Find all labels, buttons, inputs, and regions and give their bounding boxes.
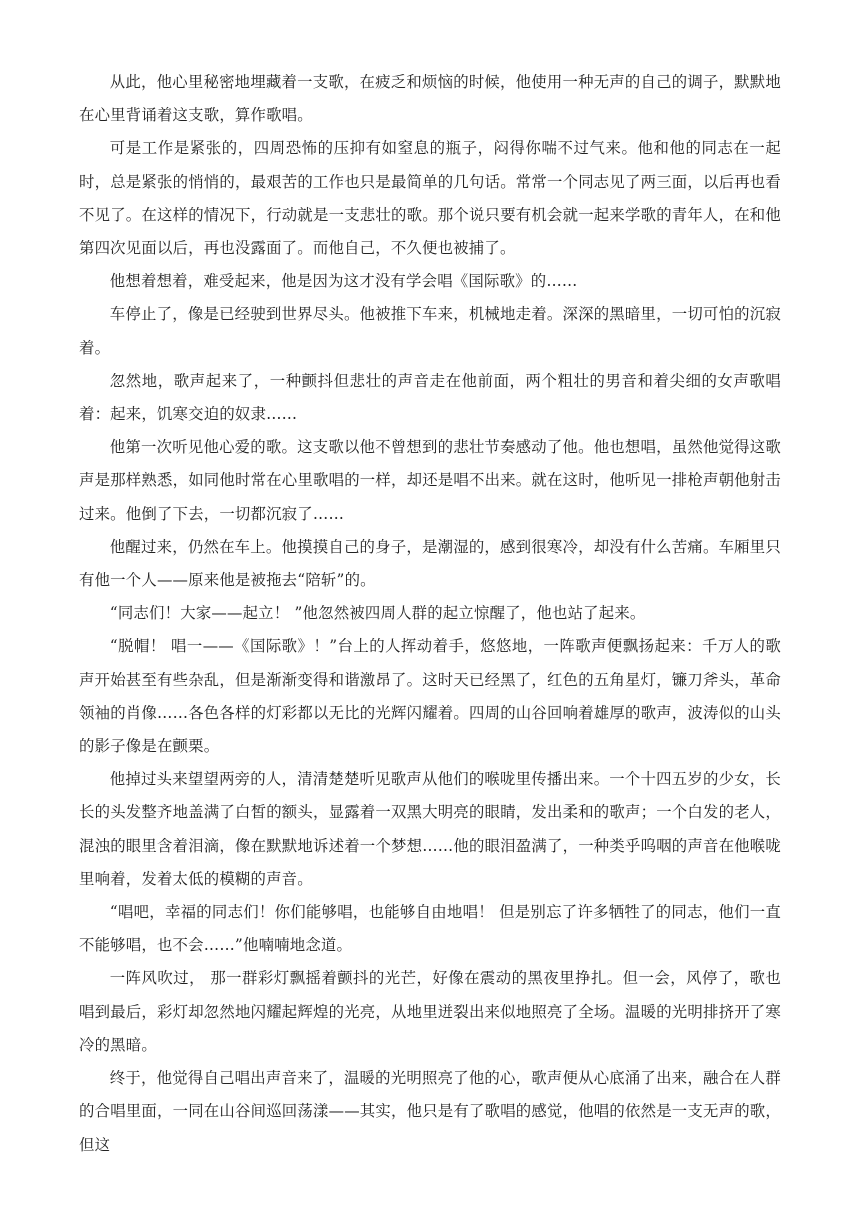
paragraph-tense-work: 可是工作是紧张的，四周恐怖的压抑有如窒息的瓶子，闷得你喘不过气来。他和他的同志在一起时，总是紧张的悄悄的，最艰苦的工作也只是最简单的几句话。常常一个同志见了两三面，以后再也看不见了。在这样的情况下，行动就是一支悲壮的歌。那个说只要有机会就一起来学歌的青年人，在和他第四次见面以后，再也没露面了。而他自己，不久便也被捕了。: [79, 139, 781, 258]
paragraph-remembering: 他想着想着，难受起来，他是因为这才没有学会唱《国际歌》的……: [109, 272, 578, 291]
document-body: [79, 66, 781, 1162]
paragraph-song-rises: 忽然地，歌声起来了，一种颤抖但悲壮的声音走在他前面，两个粗壮的男音和着尖细的女声歌唱着：起来，饥寒交迫的奴隶……: [79, 371, 781, 424]
paragraph-wind: 一阵风吹过， 那一群彩灯飘摇着颤抖的光芒，好像在震动的黑夜里挣扎。但一会，风停了，歌也唱到最后，彩灯却忽然地闪耀起辉煌的光亮，从地里迸裂出来似地照亮了全场。温暖的光明排挤开了寒冷的黑暗。: [79, 969, 781, 1054]
paragraph-waking: 他醒过来，仍然在车上。他摸摸自己的身子，是潮湿的，感到很寒冷，却没有什么苦痛。车厢里只有他一个人——原来他是被拖去“陪斩”的。: [79, 537, 781, 590]
paragraph-secret-song: 从此，他心里秘密地埋藏着一支歌，在疲乏和烦恼的时候，他使用一种无声的自己的调子，默默地在心里背诵着这支歌，算作歌唱。: [79, 73, 781, 125]
paragraph-car-stopped: 车停止了，像是已经驶到世界尽头。他被推下车来，机械地走着。深深的黑暗里，一切可怕的沉寂着。: [79, 305, 781, 357]
paragraph-stand-up: “同志们！大家——起立！ ”他忽然被四周人群的起立惊醒了，他也站了起来。: [109, 604, 646, 623]
paragraph-murmur: “唱吧，幸福的同志们！你们能够唱，也能够自由地唱！ 但是别忘了许多牺牲了的同志，他们一直不能够唱，也不会……”他喃喃地念道。: [79, 903, 781, 955]
paragraph-finally-sings: 终于，他觉得自己唱出声音来了，温暖的光明照亮了他的心，歌声便从心底涌了出来，融合在人群的合唱里面，一同在山谷间巡回荡漾——其实，他只是有了歌唱的感觉，他唱的依然是一支无声的歌，但这: [79, 1069, 781, 1154]
paragraph-first-hearing: 他第一次听见他心爱的歌。这支歌以他不曾想到的悲壮节奏感动了他。他也想唱，虽然他觉得这歌声是那样熟悉，如同他时常在心里歌唱的一样，却还是唱不出来。就在这时，他听见一排枪声朝他射击过来。他倒了下去，一切都沉寂了……: [79, 438, 781, 523]
paragraph-crowd-singing: 他掉过头来望望两旁的人，清清楚楚听见歌声从他们的喉咙里传播出来。一个十四五岁的少女，长长的头发整齐地盖满了白皙的额头，显露着一双黑大明亮的眼睛，发出柔和的歌声；一个白发的老人，混浊的眼里含着泪滴，像在默默地诉述着一个梦想……他的眼泪盈满了，一种类乎呜咽的声音在他喉咙里响着，发着太低的模糊的声音。: [79, 770, 781, 888]
paragraph-sing-internationale: “脱帽！ 唱一——《国际歌》！”台上的人挥动着手，悠悠地，一阵歌声便飘扬起来：千万人的歌声开始甚至有些杂乱，但是渐渐变得和谐激昂了。这时天已经黑了，红色的五角星灯，镰刀斧头，革命领袖的肖像……各色各样的灯彩都以无比的光辉闪耀着。四周的山谷回响着雄厚的歌声，波涛似的山头的影子像是在颤栗。: [79, 637, 781, 756]
